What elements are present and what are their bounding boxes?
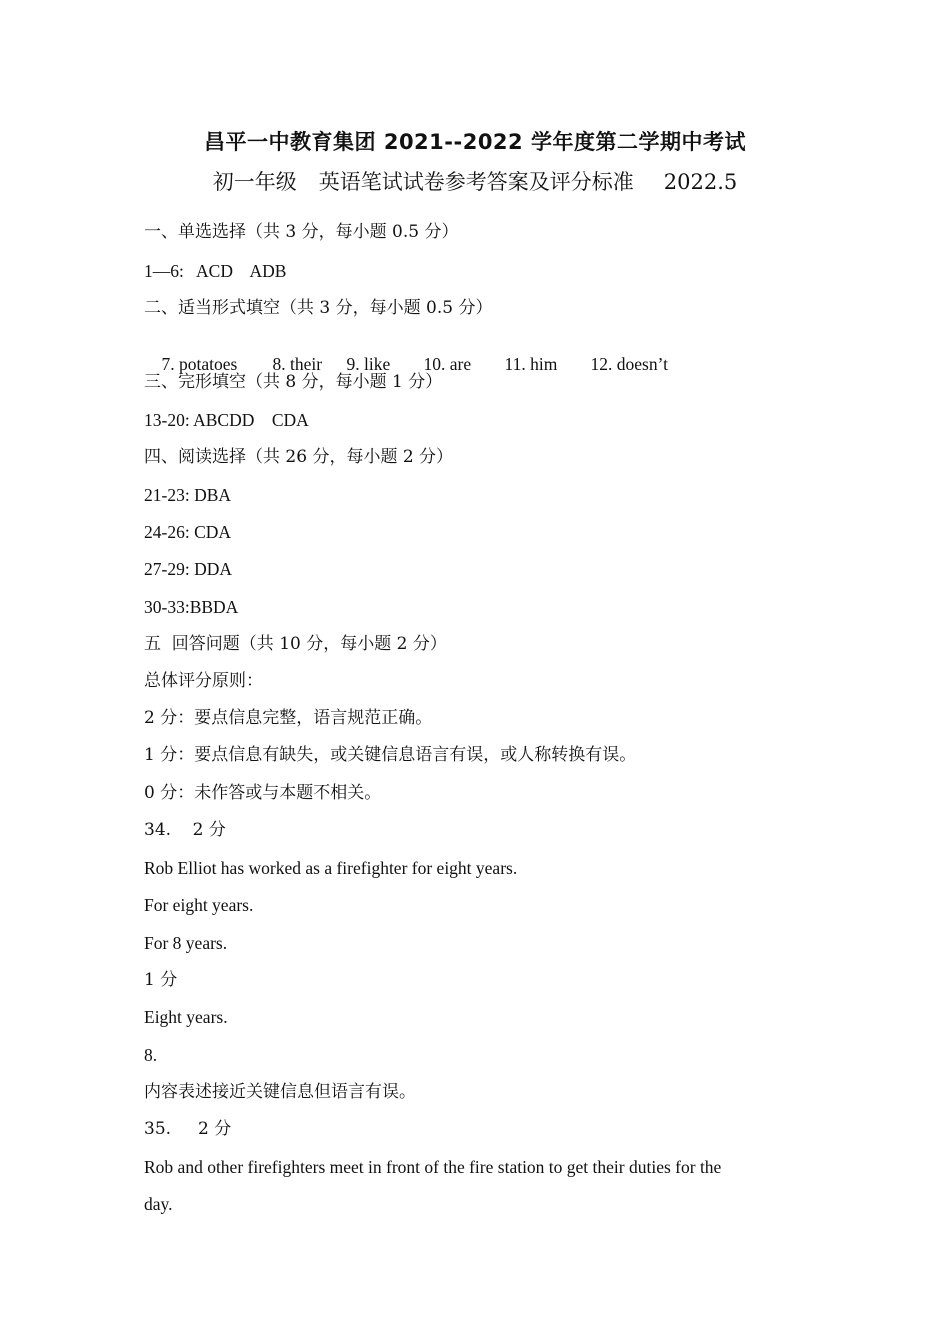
q34-answer-full: For eight years.: [144, 895, 254, 915]
section-3-answer: 13-20: ABCDD CDA: [144, 410, 309, 430]
q34-one-point-note: 内容表述接近关键信息但语言有误。: [144, 1082, 416, 1102]
answer-item: 10. are: [423, 353, 472, 374]
subtitle-date: 2022.5: [663, 170, 738, 194]
q35-label: 35. 2 分: [144, 1119, 232, 1139]
page-title: 昌平一中教育集团 2021--2022 学年度第二学期中考试: [204, 130, 746, 154]
answer-item: 7. potatoes: [161, 353, 238, 374]
principle-0-points: 0 分：未作答或与本题不相关。: [144, 783, 382, 803]
q34-label: 34. 2 分: [144, 820, 226, 840]
q35-answer-line-1: Rob and other firefighters meet in front of the fire station to get their duties for the: [144, 1157, 722, 1177]
q34-answer-partial: 8.: [144, 1045, 158, 1065]
subtitle-grade: 初一年级: [212, 170, 297, 194]
section-1-answer: 1—6: ACD ADB: [144, 261, 287, 281]
section-3-heading: 三、完形填空（共 8 分，每小题 1 分）: [144, 372, 443, 392]
q34-answer-partial: Eight years.: [144, 1007, 228, 1027]
subtitle-name: 英语笔试试卷参考答案及评分标准: [318, 170, 634, 194]
q35-answer-line-2: day.: [144, 1194, 173, 1214]
answer-item: 8. their: [272, 353, 323, 374]
principle-title: 总体评分原则：: [144, 671, 263, 691]
section-1-heading: 一、单选选择（共 3 分，每小题 0.5 分）: [144, 222, 459, 242]
section-4-answer: 21-23: DBA: [144, 485, 232, 505]
page-subtitle: [0, 166, 950, 196]
principle-1-point: 1 分：要点信息有缺失，或关键信息语言有误，或人称转换有误。: [144, 745, 637, 765]
principle-2-points: 2 分：要点信息完整，语言规范正确。: [144, 708, 433, 728]
section-4-answer: 24-26: CDA: [144, 522, 232, 542]
q34-answer-full: Rob Elliot has worked as a firefighter for eight years.: [144, 858, 518, 878]
section-4-answer: 27-29: DDA: [144, 559, 232, 579]
q34-answer-full: For 8 years.: [144, 933, 228, 953]
answer-item: 12. doesn’t: [590, 353, 668, 374]
q34-one-point-label: 1 分: [144, 970, 178, 990]
answer-item: 11. him: [504, 353, 558, 374]
section-4-answer: 30-33:BBDA: [144, 597, 239, 617]
answer-item: 9. like: [346, 353, 391, 374]
section-4-heading: 四、阅读选择（共 26 分，每小题 2 分）: [144, 447, 454, 467]
section-2-heading: 二、适当形式填空（共 3 分，每小题 0.5 分）: [144, 298, 493, 318]
section-5-heading: 五 回答问题（共 10 分，每小题 2 分）: [144, 634, 447, 654]
